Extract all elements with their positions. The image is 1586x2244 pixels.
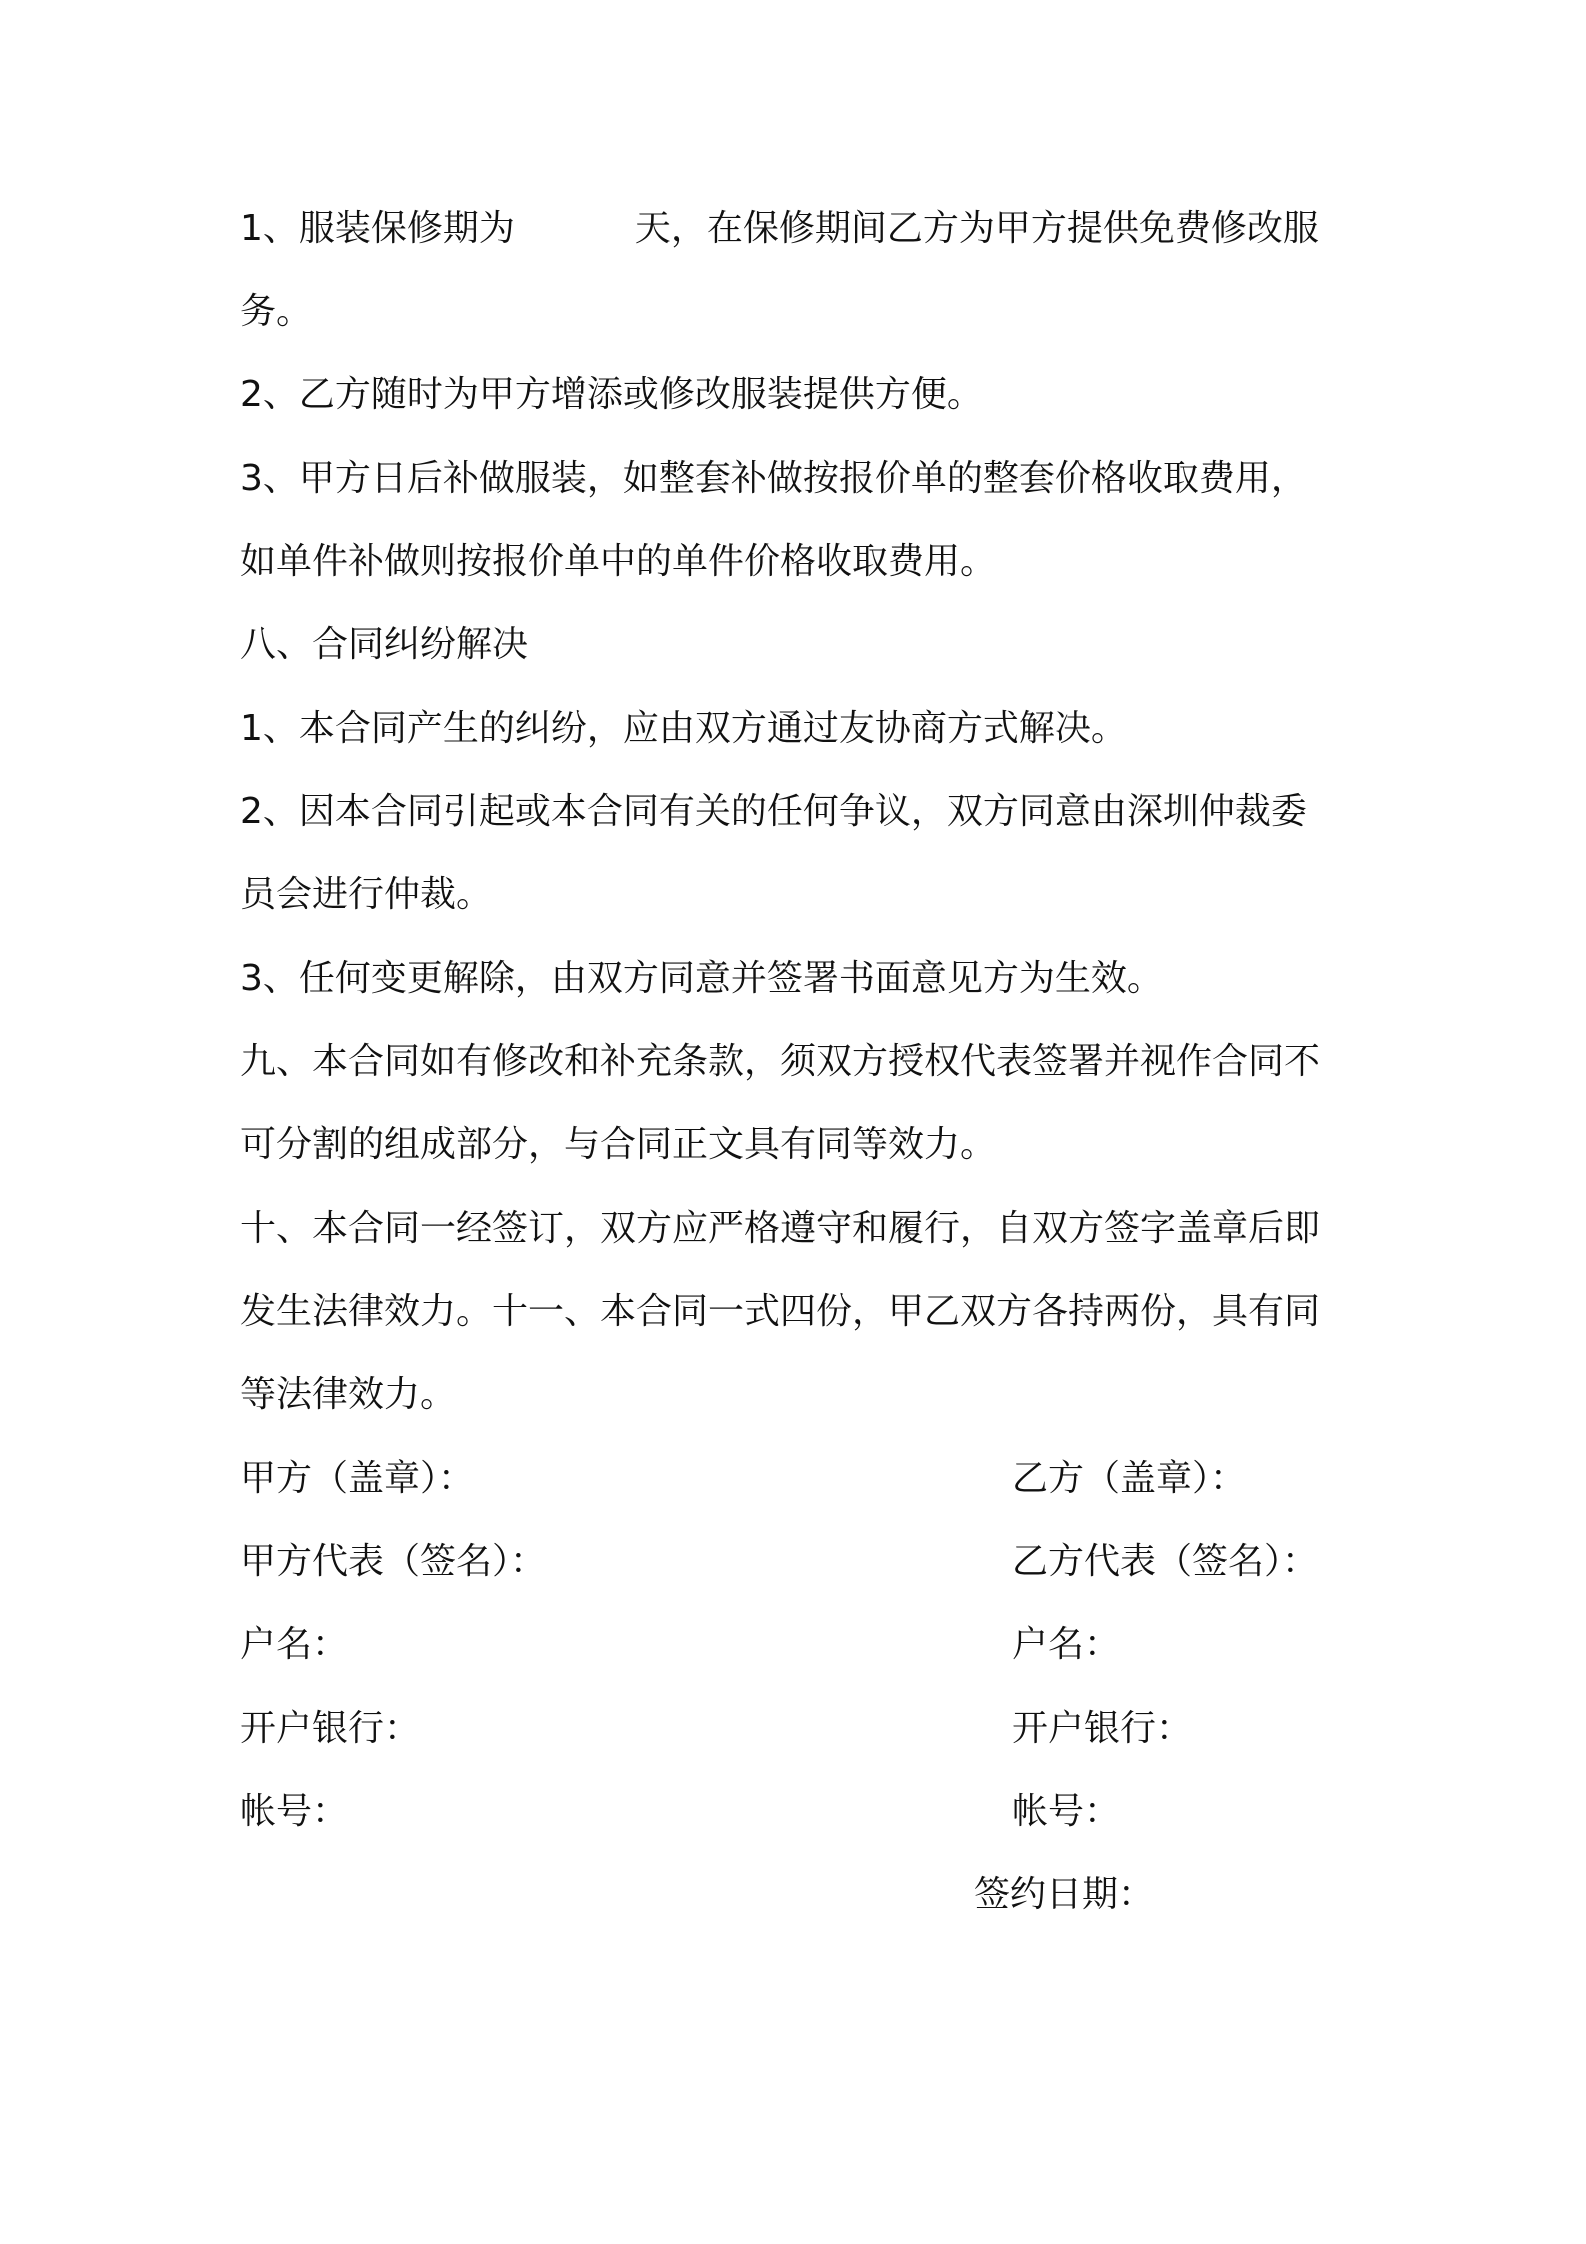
section-8-item-2-line-2: 员会进行仲裁。	[240, 874, 493, 915]
section-10-line-1: 十、本合同一经签订，双方应严格遵守和履行，自双方签字盖章后即	[240, 1208, 1321, 1249]
party-a-account-number-label: 帐号：	[240, 1791, 349, 1832]
party-a-bank-label: 开户银行：	[240, 1708, 421, 1749]
clause-item-3-line-1: 3、甲方日后补做服装，如整套补做按报价单的整套价格收取费用，	[240, 458, 1307, 499]
party-b-seal-label: 乙方（盖章）：	[1012, 1458, 1247, 1499]
warranty-clause-line-2: 务。	[240, 291, 313, 332]
warranty-clause-line-1	[240, 204, 1319, 254]
party-b-account-name-label: 户名：	[1012, 1624, 1121, 1665]
clause-item-3-line-2: 如单件补做则按报价单中的单件价格收取费用。	[240, 541, 997, 582]
party-a-account-name-label: 户名：	[240, 1624, 349, 1665]
section-8-item-2-line-1: 2、因本合同引起或本合同有关的任何争议，双方同意由深圳仲裁委	[240, 791, 1307, 832]
party-a-seal-label: 甲方（盖章）：	[240, 1458, 475, 1499]
party-b-bank-label: 开户银行：	[1012, 1708, 1193, 1749]
sign-date-label: 签约日期：	[974, 1874, 1155, 1915]
section-8-item-3: 3、任何变更解除，由双方同意并签署书面意见方为生效。	[240, 958, 1163, 999]
warranty-clause-text-b: 天，在保修期间乙方为甲方提供免费修改服	[634, 208, 1319, 249]
party-a-representative-label: 甲方代表（签名）：	[240, 1541, 547, 1582]
party-b-representative-label: 乙方代表（签名）：	[1012, 1541, 1319, 1582]
section-8-item-1: 1、本合同产生的纠纷，应由双方通过友协商方式解决。	[240, 708, 1127, 749]
party-b-account-number-label: 帐号：	[1012, 1791, 1121, 1832]
section-8-title: 八、合同纠纷解决	[240, 624, 529, 665]
clause-item-2: 2、乙方随时为甲方增添或修改服装提供方便。	[240, 374, 983, 415]
section-9-line-1: 九、本合同如有修改和补充条款，须双方授权代表签署并视作合同不	[240, 1041, 1321, 1082]
section-9-line-2: 可分割的组成部分，与合同正文具有同等效力。	[240, 1124, 997, 1165]
section-10-line-3: 等法律效力。	[240, 1374, 457, 1415]
section-10-line-2: 发生法律效力。十一、本合同一式四份，甲乙双方各持两份，具有同	[240, 1291, 1321, 1332]
warranty-clause-text-a: 1、服装保修期为	[240, 208, 515, 249]
